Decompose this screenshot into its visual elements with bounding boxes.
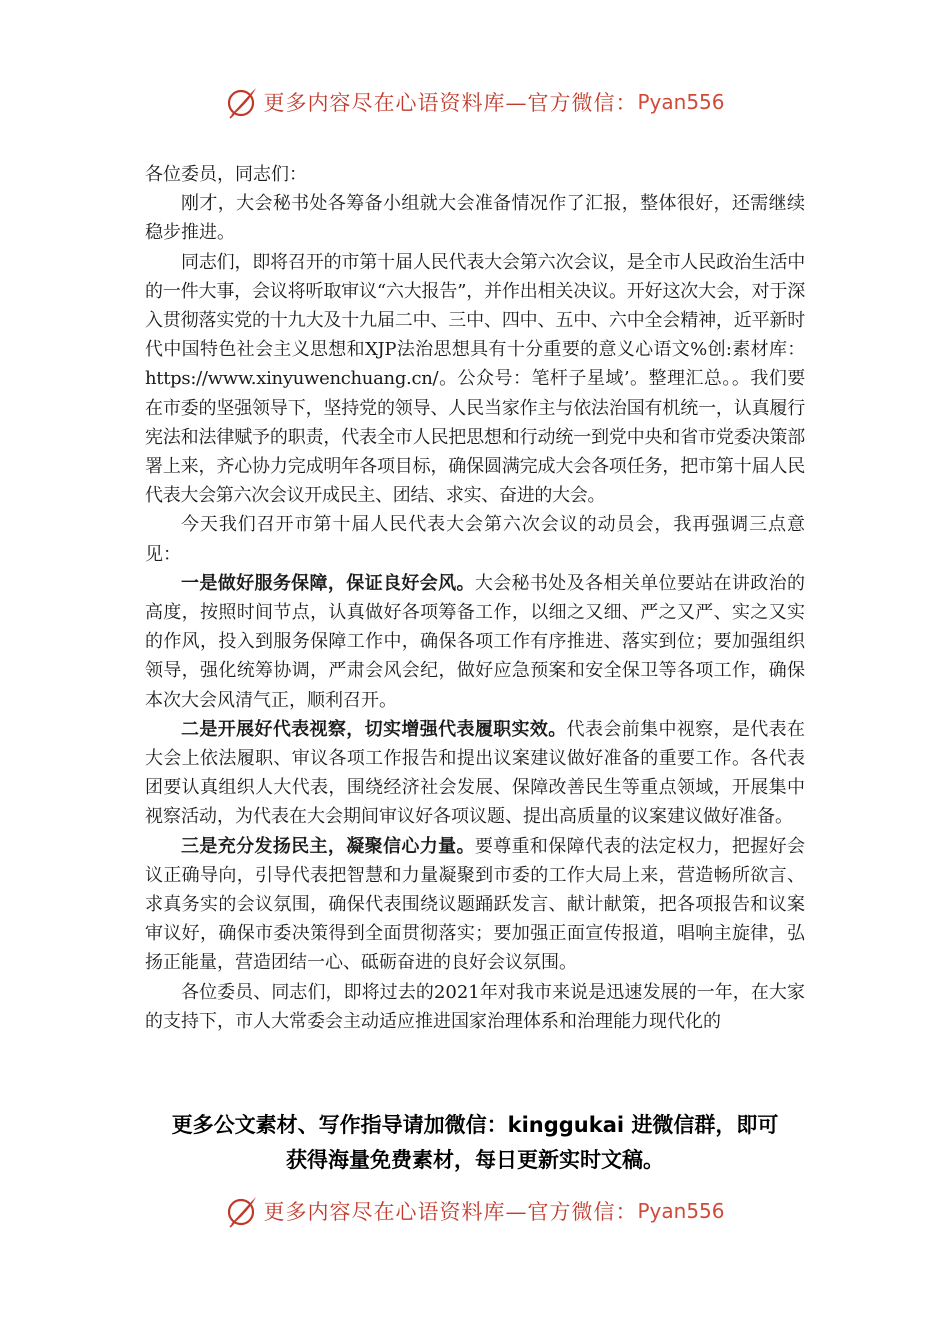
footer-banner-text: 更多内容尽在心语资料库—官方微信： (263, 1200, 638, 1224)
point-2-body: 代表会前集中视察，是代表在大会上依法履职、审议各项工作报告和提出议案建议做好准备的重要工作。各代表团要认真组织人大代表，围绕经济社会发展、保障改善民生等重点领域，开展集中视察活动，为代表在大会期间审议好各项议题、提出高质量的议案建议做好准备。 (145, 718, 806, 828)
point-1-body: 大会秘书处及各相关单位要站在讲政治的高度，按照时间节点，认真做好各项筹备工作，以细之又细、严之又严、实之又实的作风，投入到服务保障工作中，确保各项工作有序推进、落实到位；要加强组织领导，强化统筹协调，严肃会风会纪，做好应急预案和安全保卫等各项工作，确保本次大会风清气正，顺利召开。 (145, 572, 806, 711)
point-2 (145, 715, 805, 832)
promo-line-1: 更多公文素材、写作指导请加微信：kinggukai 进微信群，即可 (171, 1113, 779, 1137)
point-1-heading: 一是做好服务保障，保证良好会风。 (181, 572, 475, 594)
header-banner-text: 更多内容尽在心语资料库—官方微信： (263, 91, 638, 115)
header-wechat-id: Pyan556 (637, 90, 725, 114)
point-1 (145, 569, 805, 715)
document-body (145, 160, 805, 1036)
footer-wechat-id: Pyan556 (637, 1199, 725, 1223)
point-2-heading: 二是开展好代表视察，切实增强代表履职实效。 (181, 718, 567, 740)
header-banner (0, 82, 950, 122)
promo-line-2: 获得海量免费素材，每日更新实时文稿。 (286, 1148, 664, 1172)
paragraph-last: 各位委员、同志们，即将过去的2021年对我市来说是迅速发展的一年，在大家的支持下，市人大常委会主动适应推进国家治理体系和治理能力现代化的 (145, 981, 805, 1032)
salutation: 各位委员，同志们： (145, 164, 307, 185)
paragraph-3: 今天我们召开市第十届人民代表大会第六次会议的动员会，我再强调三点意见： (145, 514, 805, 565)
quill-pen-logo-icon (225, 1194, 259, 1228)
promo-notice (0, 1108, 950, 1178)
quill-pen-logo-icon (225, 85, 259, 119)
point-3-heading: 三是充分发扬民主，凝聚信心力量。 (181, 835, 475, 857)
paragraph-2: 同志们，即将召开的市第十届人民代表大会第六次会议，是全市人民政治生活中的一件大事，会议将听取审议“六大报告”，并作出相关决议。开好这次大会，对于深入贯彻落实党的十九大及十九届二中、三中、四中、五中、六中全会精神，近平新时代中国特色社会主义思想和XJP法治思想具有十分重要的意义心语文%创:素材库：https://www.xinyuwenchuang.cn/。公众号：笔杆子星域’。整理汇总。。我们要在市委的坚强领导下，坚持党的领导、人民当家作主与依法治国有机统一，认真履行宪法和法律赋予的职责，代表全市人民把思想和行动统一到党中央和省市党委决策部署上来，齐心协力完成明年各项目标，确保圆满完成大会各项任务，把市第十届人民代表大会第六次会议开成民主、团结、求实、奋进的大会。 (145, 251, 805, 507)
paragraph-1: 刚才，大会秘书处各筹备小组就大会准备情况作了汇报，整体很好，还需继续稳步推进。 (145, 193, 805, 244)
point-3-body: 要尊重和保障代表的法定权力，把握好会议正确导向，引导代表把智慧和力量凝聚到市委的工作大局上来，营造畅所欲言、求真务实的会议氛围，确保代表围绕议题踊跃发言、献计献策，把各项报告和议案审议好，确保市委决策得到全面贯彻落实；要加强正面宣传报道，唱响主旋律，弘扬正能量，营造团结一心、砥砺奋进的良好会议氛围。 (145, 835, 806, 974)
footer-banner (0, 1191, 950, 1231)
point-3 (145, 832, 805, 978)
